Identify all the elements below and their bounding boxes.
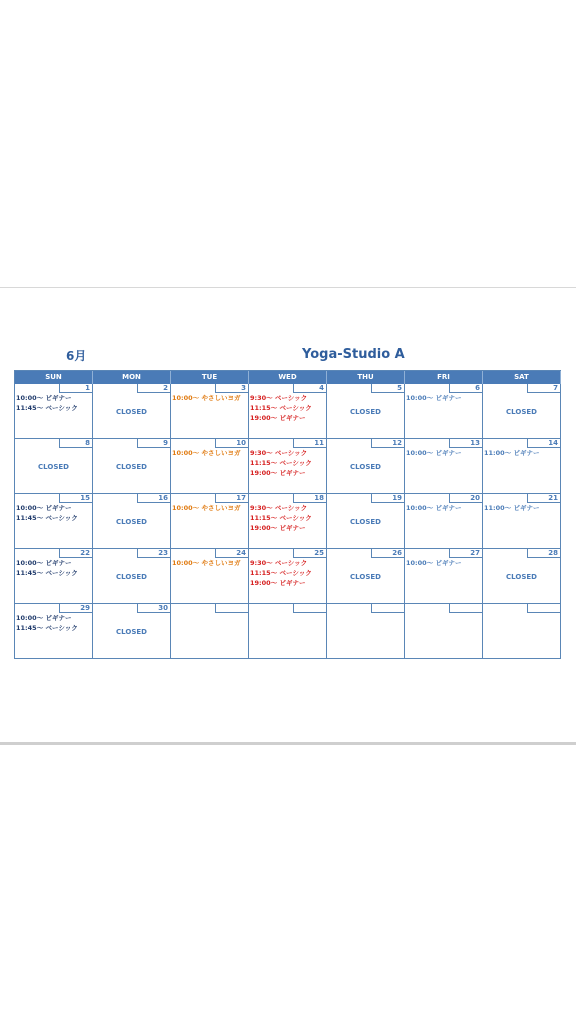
date-number: 17 [236, 494, 246, 502]
day-cell [15, 384, 93, 439]
closed-label: CLOSED [116, 518, 147, 526]
session-list [250, 558, 312, 588]
session-list [406, 558, 461, 568]
date-box [137, 494, 170, 503]
session-list [250, 503, 312, 533]
date-box [59, 439, 92, 448]
session-entry: 11:45～ ベーシック [16, 624, 78, 632]
date-number: 26 [392, 549, 402, 557]
session-list [406, 448, 461, 458]
session-list [250, 448, 312, 478]
session-entry: 19:00～ ビギナー [250, 524, 306, 532]
session-list [172, 393, 240, 403]
day-cell [15, 604, 93, 659]
day-cell [15, 494, 93, 549]
session-entry: 11:00～ ビギナー [484, 449, 540, 457]
studio-title: Yoga-Studio A [302, 347, 405, 362]
closed-label: CLOSED [116, 408, 147, 416]
date-number: 30 [158, 604, 168, 612]
day-cell [171, 439, 249, 494]
date-box [449, 384, 482, 393]
closed-label: CLOSED [350, 408, 381, 416]
session-entry: 11:00～ ビギナー [484, 504, 540, 512]
session-list [484, 503, 539, 513]
date-number: 2 [163, 384, 168, 392]
date-number: 3 [241, 384, 246, 392]
weekday-header-3: WED [249, 371, 327, 384]
weekday-header-2: TUE [171, 371, 249, 384]
day-cell [93, 384, 171, 439]
date-number: 20 [470, 494, 480, 502]
date-box [215, 494, 248, 503]
day-cell [483, 494, 561, 549]
date-number: 9 [163, 439, 168, 447]
session-entry: 10:00～ ビギナー [16, 559, 72, 567]
session-entry: 10:00～ ビギナー [406, 504, 462, 512]
session-entry: 10:00～ ビギナー [406, 449, 462, 457]
calendar-grid [14, 370, 561, 659]
day-cell [249, 384, 327, 439]
session-list [172, 503, 240, 513]
date-number: 29 [80, 604, 90, 612]
weekday-header-row [15, 371, 561, 384]
date-number: 22 [80, 549, 90, 557]
day-cell [405, 604, 483, 659]
date-box [527, 494, 560, 503]
day-cell [327, 604, 405, 659]
month-title: 6月 [66, 349, 87, 363]
date-box [293, 604, 326, 613]
session-entry: 19:00～ ビギナー [250, 469, 306, 477]
session-entry: 10:00～ ビギナー [16, 614, 72, 622]
closed-label: CLOSED [506, 408, 537, 416]
date-number: 4 [319, 384, 324, 392]
date-box [371, 439, 404, 448]
date-box [59, 384, 92, 393]
session-entry: 10:00～ やさしいヨガ [172, 394, 241, 402]
date-number: 25 [314, 549, 324, 557]
date-number: 6 [475, 384, 480, 392]
closed-label: CLOSED [116, 463, 147, 471]
date-box [527, 439, 560, 448]
day-cell [171, 384, 249, 439]
date-number: 21 [548, 494, 558, 502]
date-number: 15 [80, 494, 90, 502]
session-entry: 19:00～ ビギナー [250, 579, 306, 587]
closed-label: CLOSED [38, 463, 69, 471]
session-list [16, 393, 78, 413]
date-box [293, 439, 326, 448]
closed-label: CLOSED [350, 463, 381, 471]
session-list [406, 503, 461, 513]
session-entry: 10:00～ やさしいヨガ [172, 559, 241, 567]
day-cell [405, 494, 483, 549]
session-entry: 11:45～ ベーシック [16, 404, 78, 412]
date-number: 8 [85, 439, 90, 447]
day-cell [93, 549, 171, 604]
closed-label: CLOSED [116, 573, 147, 581]
week-row [15, 494, 561, 549]
day-cell [405, 439, 483, 494]
session-entry: 10:00～ ビギナー [16, 504, 72, 512]
session-entry: 9:30～ ベーシック [250, 504, 308, 512]
date-number: 11 [314, 439, 324, 447]
closed-label: CLOSED [116, 628, 147, 636]
session-entry: 10:00～ ビギナー [16, 394, 72, 402]
day-cell [93, 494, 171, 549]
session-entry: 10:00～ やさしいヨガ [172, 449, 241, 457]
session-entry: 11:15～ ベーシック [250, 514, 312, 522]
date-number: 23 [158, 549, 168, 557]
session-entry: 11:45～ ベーシック [16, 514, 78, 522]
session-list [406, 393, 461, 403]
day-cell [483, 384, 561, 439]
session-entry: 11:15～ ベーシック [250, 404, 312, 412]
week-row [15, 384, 561, 439]
day-cell [249, 549, 327, 604]
date-box [137, 439, 170, 448]
date-box [137, 549, 170, 558]
day-cell [327, 549, 405, 604]
session-entry: 10:00～ ビギナー [406, 394, 462, 402]
date-box [59, 604, 92, 613]
weekday-header-0: SUN [15, 371, 93, 384]
date-number: 19 [392, 494, 402, 502]
day-cell [249, 439, 327, 494]
session-list [250, 393, 312, 423]
day-cell [171, 494, 249, 549]
weekday-header-4: THU [327, 371, 405, 384]
date-box [215, 549, 248, 558]
day-cell [15, 439, 93, 494]
session-entry: 11:15～ ベーシック [250, 569, 312, 577]
weekday-header-5: FRI [405, 371, 483, 384]
date-box [449, 549, 482, 558]
day-cell [93, 604, 171, 659]
day-cell [327, 494, 405, 549]
session-list [172, 448, 240, 458]
day-cell [249, 494, 327, 549]
closed-label: CLOSED [506, 573, 537, 581]
date-number: 24 [236, 549, 246, 557]
schedule-document [0, 287, 576, 745]
date-number: 18 [314, 494, 324, 502]
day-cell [171, 604, 249, 659]
date-box [449, 439, 482, 448]
date-number: 1 [85, 384, 90, 392]
date-number: 14 [548, 439, 558, 447]
date-box [449, 604, 482, 613]
date-box [527, 549, 560, 558]
closed-label: CLOSED [350, 518, 381, 526]
session-entry: 11:45～ ベーシック [16, 569, 78, 577]
day-cell [405, 384, 483, 439]
session-list [16, 558, 78, 578]
session-list [16, 613, 78, 633]
date-box [59, 549, 92, 558]
date-box [215, 604, 248, 613]
weekday-header-6: SAT [483, 371, 561, 384]
week-row [15, 549, 561, 604]
date-number: 7 [553, 384, 558, 392]
date-box [449, 494, 482, 503]
date-box [215, 439, 248, 448]
date-box [293, 549, 326, 558]
day-cell [483, 549, 561, 604]
date-box [215, 384, 248, 393]
session-entry: 9:30～ ベーシック [250, 559, 308, 567]
date-box [527, 384, 560, 393]
closed-label: CLOSED [350, 573, 381, 581]
weekday-header-1: MON [93, 371, 171, 384]
week-row [15, 439, 561, 494]
day-cell [405, 549, 483, 604]
date-box [371, 494, 404, 503]
session-entry: 19:00～ ビギナー [250, 414, 306, 422]
calendar-weeks [15, 384, 561, 659]
date-box [59, 494, 92, 503]
date-box [137, 384, 170, 393]
session-list [16, 503, 78, 523]
day-cell [483, 439, 561, 494]
session-entry: 9:30～ ベーシック [250, 394, 308, 402]
week-row [15, 604, 561, 659]
day-cell [15, 549, 93, 604]
day-cell [171, 549, 249, 604]
date-number: 13 [470, 439, 480, 447]
session-entry: 10:00～ ビギナー [406, 559, 462, 567]
day-cell [249, 604, 327, 659]
date-box [371, 604, 404, 613]
date-number: 28 [548, 549, 558, 557]
date-box [371, 384, 404, 393]
date-number: 12 [392, 439, 402, 447]
day-cell [327, 439, 405, 494]
session-list [172, 558, 240, 568]
day-cell [327, 384, 405, 439]
date-number: 10 [236, 439, 246, 447]
date-box [527, 604, 560, 613]
date-box [293, 384, 326, 393]
date-box [293, 494, 326, 503]
date-number: 5 [397, 384, 402, 392]
session-entry: 10:00～ やさしいヨガ [172, 504, 241, 512]
day-cell [483, 604, 561, 659]
session-entry: 9:30～ ベーシック [250, 449, 308, 457]
session-list [484, 448, 539, 458]
date-number: 16 [158, 494, 168, 502]
day-cell [93, 439, 171, 494]
date-box [371, 549, 404, 558]
date-number: 27 [470, 549, 480, 557]
date-box [137, 604, 170, 613]
session-entry: 11:15～ ベーシック [250, 459, 312, 467]
